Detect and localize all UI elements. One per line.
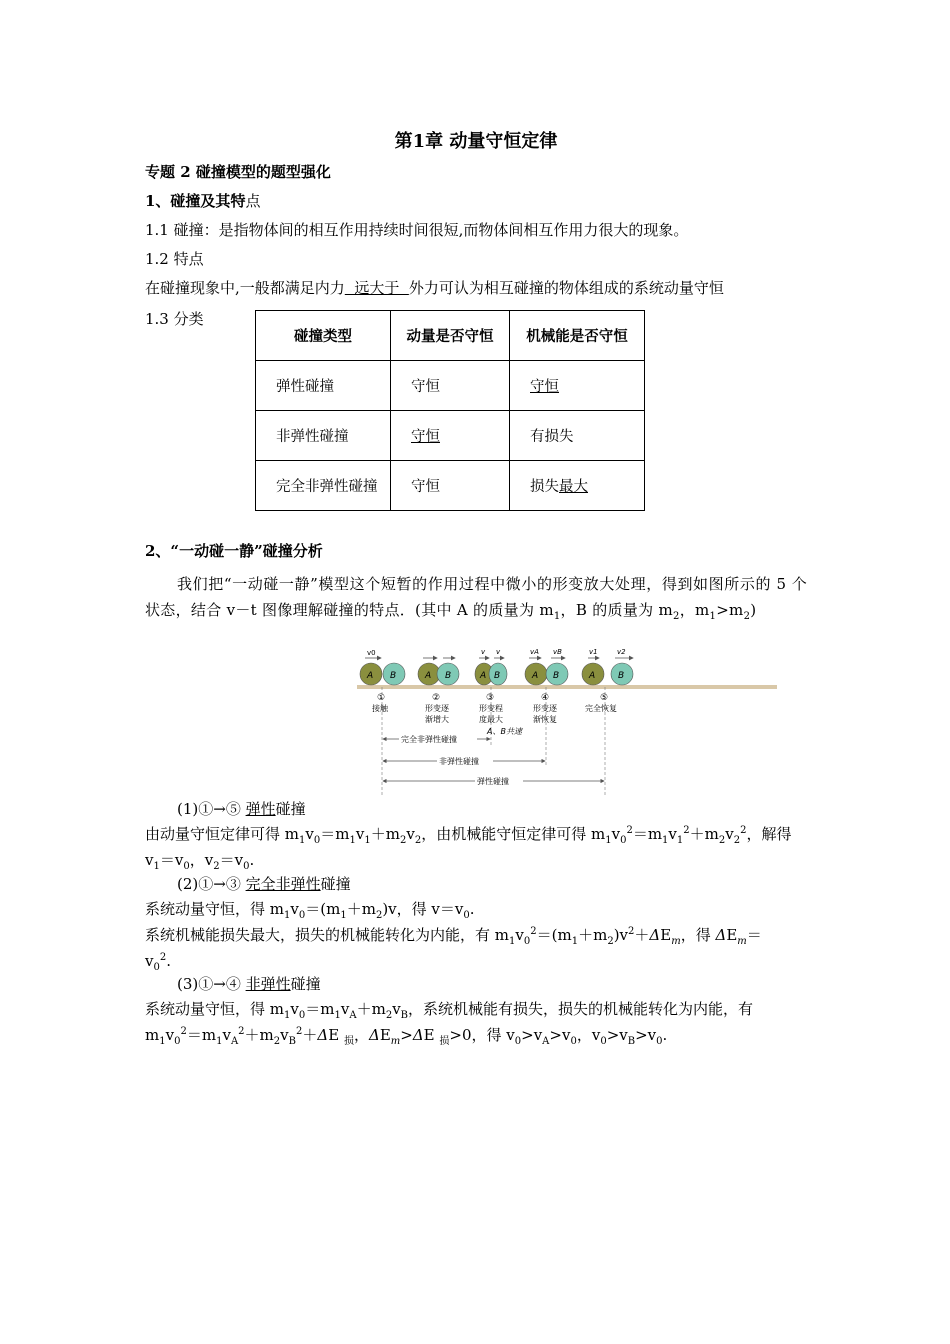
ball-a-label: A — [480, 671, 487, 681]
section-2-heading: 2、“一动碰一静”碰撞分析 — [145, 542, 323, 560]
table-cell — [391, 411, 510, 461]
state-label: 度最大 — [479, 715, 503, 724]
case-3-kind: 非弹性 — [245, 975, 291, 993]
velocity-label: v0 — [367, 649, 376, 657]
table-cell — [510, 361, 645, 411]
state-number: ③ — [486, 693, 495, 703]
range-label: 弹性碰撞 — [477, 777, 509, 786]
section-1-heading — [145, 191, 260, 211]
state-label: 渐恢复 — [533, 715, 557, 724]
case-3-tail: 碰撞 — [290, 975, 321, 993]
section-1-heading-tail: 点 — [245, 192, 261, 210]
case-2-heading — [177, 874, 351, 894]
table-row — [256, 411, 645, 461]
state-number: ④ — [541, 693, 550, 703]
velocity-label: vB — [553, 648, 562, 656]
case-1-text-a: 由动量守恒定律可得 — [145, 825, 281, 843]
case-2-head: (2)①→③ — [177, 875, 246, 893]
collision-classification-table — [255, 310, 645, 511]
case-3-derivation: 系统动量守恒，得 $m_1v_0=m_1v_A+m_2v_B$，系统机械能有损失，损失的机械能转化为内能，有 $m_1v_0^2=m_1v_A^2+m_2v_B^2+\Delta E$ $_损$，$\Delta E_m>\Delta E$ $_损$>0，得 $v_0>v_A>v_0$，$v_0>v_B>v_0$. — [145, 1000, 754, 1047]
topic-heading: 专题 2 碰撞模型的题型强化 — [145, 163, 331, 181]
state-label: 形变程 — [479, 704, 503, 713]
feature-pre: 在碰撞现象中,一般都满足内力 — [145, 279, 345, 297]
intro-end: ，m — [679, 601, 710, 619]
case-1-heading — [177, 799, 306, 819]
case-2-energy: 系统机械能损失最大，损失的机械能转化为内能，有 $m_1v_0^2=(m_1+m_2)v^2+\Delta E_m$，得 $\Delta E_m=$ $v_0^2$. — [145, 926, 762, 973]
ball-b-label: B — [553, 671, 560, 681]
state-number: ⑤ — [600, 693, 609, 703]
state-number: ② — [432, 693, 441, 703]
ball-a-label: A — [589, 671, 596, 681]
ball-a-label: A — [425, 671, 432, 681]
case-3-text-a: 系统动量守恒，得 — [145, 1000, 266, 1018]
velocity-label: v — [496, 648, 501, 656]
table-header: 机械能是否守恒 — [510, 311, 645, 361]
case-1-tail: 碰撞 — [275, 800, 306, 818]
feature-blank: 远大于 — [344, 279, 409, 297]
definition-1-1: 1.1 碰撞：是指物体间的相互作用持续时间很短,而物体间相互作用力很大的现象。 — [145, 221, 689, 239]
table-cell: 完全非弹性碰撞 — [256, 461, 391, 511]
case-2-text-c: 系统机械能损失最大，损失的机械能转化为内能，有 — [145, 926, 491, 944]
ball-b-label: B — [390, 671, 397, 681]
table-cell: 守恒 — [391, 361, 510, 411]
table-row — [256, 361, 645, 411]
table-cell: 有损失 — [510, 411, 645, 461]
case-1-text-b: ，由机械能守恒定律可得 — [421, 825, 587, 843]
collision-states-figure — [357, 645, 777, 800]
velocity-label: v — [481, 648, 486, 656]
velocity-label: v2 — [617, 648, 626, 656]
range-label: 非弹性碰撞 — [439, 757, 479, 766]
table-cell-answer: 守恒 — [530, 379, 559, 395]
ball-a-label: A — [532, 671, 539, 681]
ball-b-label: B — [494, 671, 501, 681]
table-header: 碰撞类型 — [256, 311, 391, 361]
table-cell: 守恒 — [391, 461, 510, 511]
chapter-title: 第1章 动量守恒定律 — [394, 131, 558, 152]
ball-b-label: B — [445, 671, 452, 681]
label-1-2: 1.2 特点 — [145, 250, 204, 268]
table-header-row — [256, 311, 645, 361]
intro-text: 我们把“一动碰一静”模型这个短暂的作用过程中微小的形变放大处理，得到如图所示的 5 个状态，结合 v－t 图像理解碰撞的特点．(其中 A 的质量为 m — [145, 575, 807, 619]
feature-text — [145, 278, 724, 298]
ground-surface — [357, 685, 777, 689]
case-2-text-d: ，得 — [680, 926, 711, 944]
table-cell-prefix: 损失 — [530, 479, 559, 495]
case-3-text-b: ，系统机械能有损失，损失的机械能转化为内能，有 — [408, 1000, 754, 1018]
table-cell: 非弹性碰撞 — [256, 411, 391, 461]
common-speed-label: A、B共速 — [487, 727, 522, 736]
section-1-heading-bold: 1、碰撞及其特 — [145, 192, 246, 210]
state-label: 形变逐 — [533, 704, 557, 713]
intro-paragraph: 我们把“一动碰一静”模型这个短暂的作用过程中微小的形变放大处理，得到如图所示的 5 个状态，结合 v－t 图像理解碰撞的特点．(其中 A 的质量为 $m_1$，B 的质量为 $m_2$，$m_1>m_2$) — [145, 575, 807, 622]
state-label: 形变逐 — [425, 704, 449, 713]
state-label: 渐增大 — [425, 715, 449, 724]
table-cell-answer: 最大 — [559, 479, 588, 495]
case-2-text-b: ，得 — [396, 900, 427, 918]
ball-a-label: A — [367, 671, 374, 681]
velocity-label: vA — [530, 648, 539, 656]
label-1-3: 1.3 分类 — [145, 310, 204, 328]
feature-post: 外力可认为相互碰撞的物体组成的系统动量守恒 — [408, 279, 724, 297]
case-2-derivation: 系统动量守恒，得 $m_1v_0=(m_1+m_2)v$，得 $v=v_0$. — [145, 900, 475, 921]
state-label: 完全恢复 — [585, 704, 617, 713]
table-row — [256, 461, 645, 511]
case-1-text-c: ，解得 — [746, 825, 792, 843]
table-cell — [510, 461, 645, 511]
case-1-kind: 弹性 — [245, 800, 276, 818]
table-cell: 弹性碰撞 — [256, 361, 391, 411]
case-3-head: (3)①→④ — [177, 975, 246, 993]
velocity-label: v1 — [589, 648, 598, 656]
state-number: ① — [377, 693, 386, 703]
case-2-tail: 碰撞 — [320, 875, 351, 893]
ball-b-label: B — [618, 671, 625, 681]
case-3-heading — [177, 974, 321, 994]
range-label: 完全非弹性碰撞 — [401, 735, 457, 744]
case-2-text-a: 系统动量守恒，得 — [145, 900, 266, 918]
table-header: 动量是否守恒 — [391, 311, 510, 361]
case-2-kind: 完全非弹性 — [245, 875, 321, 893]
intro-mid: ，B 的质量为 m — [560, 601, 674, 619]
case-1-derivation: 由动量守恒定律可得 $m_1v_0=m_1v_1+m_2v_2$，由机械能守恒定律可得 $m_1v_0^2=m_1v_1^2+m_2v_2^2$，解得 $v_1=v_0$，$v_2=v_0$. — [145, 825, 792, 872]
state-label: 接触 — [372, 704, 388, 713]
case-1-head: (1)①→⑤ — [177, 800, 246, 818]
table-cell-answer: 守恒 — [411, 429, 440, 445]
